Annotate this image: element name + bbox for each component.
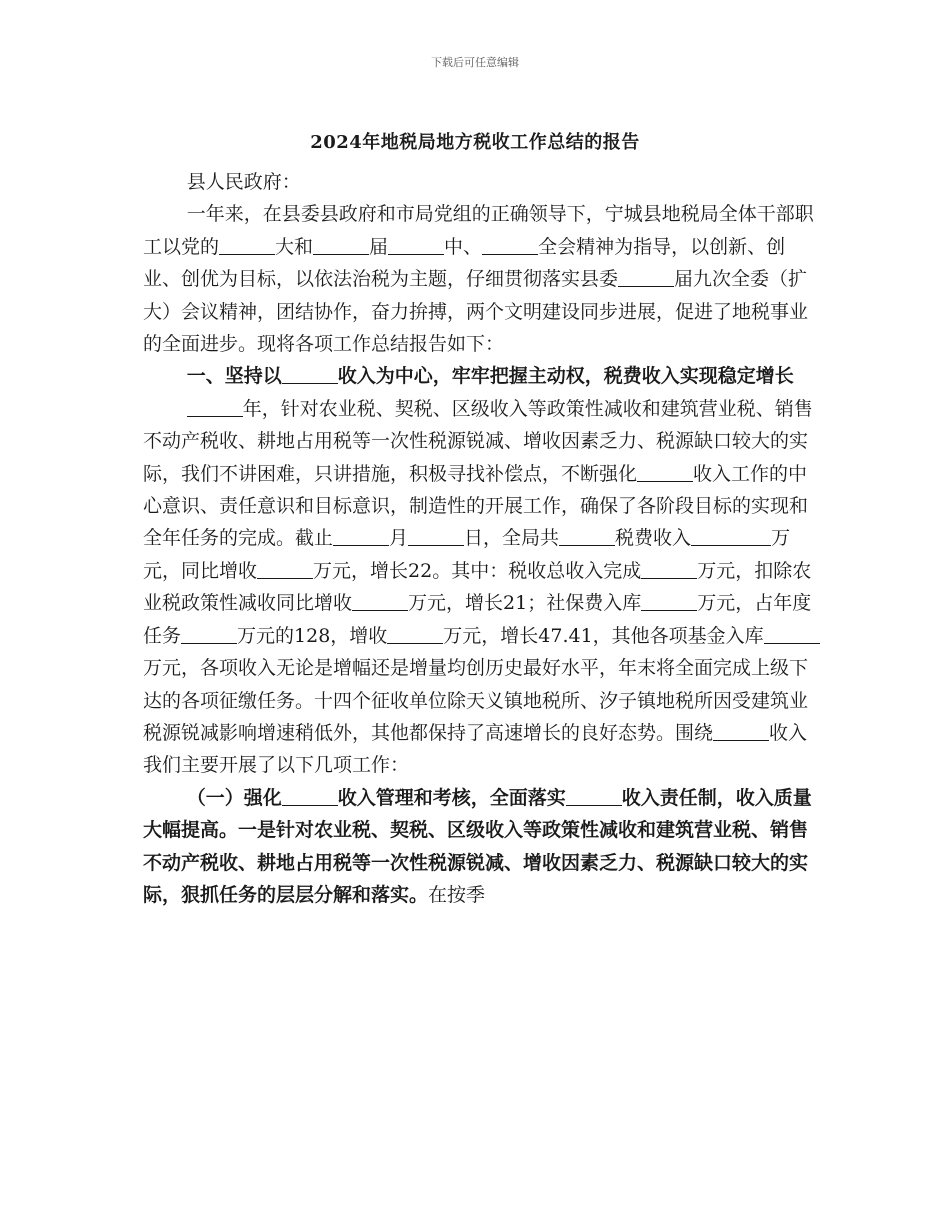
para2-text-1: 年，针对农业税、契税、区级收入等政策性减收和建筑营业税、销售不动产税收、耕地占用税等一次性税源锐减、增收因素乏力、税源缺口较大的实际，我们不讲困难，只讲措施，积极寻找补偿点，不断强化 xyxy=(143,397,813,485)
fill-blank xyxy=(187,397,243,417)
para2-text-12: 万元，增长47.41，其他各项基金入库 xyxy=(443,624,764,647)
para2-text-2: 收入工作的中心意识、责任意识和目标意识，制造性的开展工作，确保了各阶段目标的实现和全年任务的完成。截止 xyxy=(143,462,809,550)
fill-blank xyxy=(333,526,389,546)
para2-text-5: 税费收入 xyxy=(615,527,692,550)
para2-text-8: 万元，扣除农业税政策性减收同比增收 xyxy=(143,559,812,615)
income-paragraph xyxy=(143,393,823,782)
subsection1-text-1: （一）强化 xyxy=(186,786,282,809)
subsection1-text-2: 收入管理和考核，全面落实 xyxy=(337,786,566,809)
fill-blank xyxy=(181,624,237,644)
fill-blank xyxy=(282,786,338,806)
intro-text-6: 届九次全委（扩大）会议精神，团结协作，奋力拚搏，两个文明建设同步进展，促进了地税事业的全面进步。现将各项工作总结报告如下： xyxy=(143,268,809,356)
fill-blank xyxy=(282,364,338,384)
subsection1-text-3: 收入责任制，收入质量大幅提高。一是针对农业税、契税、区级收入等政策性减收和建筑营业税、销售不动产税收、耕地占用税等一次性税源锐减、增收因素乏力、税源缺口较大的实际，狠抓任务的层层分解和落实。 xyxy=(143,786,812,906)
fill-blank xyxy=(566,786,622,806)
para2-text-7: 万元，增长22。其中：税收总收入完成 xyxy=(313,559,642,582)
fill-blank xyxy=(559,526,615,546)
para2-text-13: 万元，各项收入无论是增幅还是增量均创历史最好水平，年末将全面完成上级下达的各项征缴任务。十四个征收单位除天义镇地税所、汐子镇地税所因受建筑业税源锐减影响增速稍低外，其他都保持了高速增长的良好态势。围绕 xyxy=(143,657,809,744)
para2-text-6: 万元，同比增收 xyxy=(143,527,791,582)
section-heading-1 xyxy=(143,360,823,392)
fill-blank xyxy=(618,267,674,287)
document-title: 2024年地税局地方税收工作总结的报告 xyxy=(310,132,640,153)
fill-blank xyxy=(764,624,820,644)
subsection1-text-4: 在按季 xyxy=(428,883,486,906)
subsection-paragraph-1 xyxy=(143,782,823,912)
fill-blank xyxy=(691,526,771,546)
document-body xyxy=(143,166,823,911)
fill-blank xyxy=(482,235,538,255)
intro-text-1: 一年来，在县委县政府和市局党组的正确领导下，宁城县地税局全体干部职工以党的 xyxy=(143,203,814,258)
para2-text-14: 收入我们主要开展了以下几项工作： xyxy=(143,721,808,777)
para2-text-10: 万元，占年度任务 xyxy=(143,592,812,647)
fill-blank xyxy=(257,559,313,579)
section1-text-1: 一、坚持以 xyxy=(186,365,282,388)
fill-blank xyxy=(352,591,408,611)
fill-blank xyxy=(641,591,697,611)
header-note: 下载后可任意编辑 xyxy=(431,56,519,69)
para2-text-9: 万元，增长21；社保费入库 xyxy=(408,592,642,615)
fill-blank xyxy=(713,721,769,741)
fill-blank xyxy=(637,462,693,482)
salutation: 县人民政府： xyxy=(186,171,301,193)
para2-text-4: 日，全局共 xyxy=(464,527,560,550)
para2-text-11: 万元的128，增收 xyxy=(237,624,388,647)
fill-blank xyxy=(408,526,464,546)
para2-text-3: 月 xyxy=(389,527,409,550)
intro-text-5: 全会精神为指导，以创新、创业、创优为目标，以依法治税为主题，仔细贯彻落实县委 xyxy=(143,235,786,291)
intro-text-4: 中、 xyxy=(444,235,483,258)
intro-paragraph xyxy=(143,198,823,360)
fill-blank xyxy=(387,624,443,644)
fill-blank xyxy=(313,235,369,255)
fill-blank xyxy=(641,559,697,579)
intro-text-2: 大和 xyxy=(275,235,314,258)
fill-blank xyxy=(388,235,444,255)
intro-text-3: 届 xyxy=(369,235,389,258)
fill-blank xyxy=(219,235,275,255)
section1-text-2: 收入为中心，牢牢把握主动权，税费收入实现稳定增长 xyxy=(337,365,794,388)
